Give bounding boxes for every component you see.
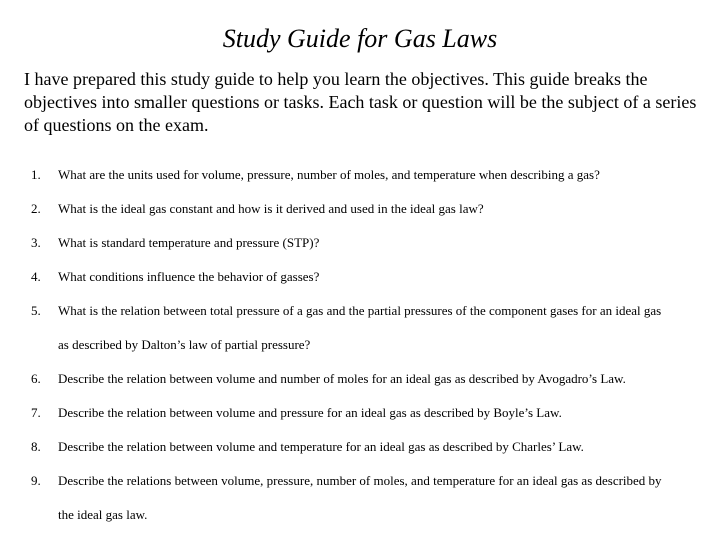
- question-text: Describe the relation between volume and pressure for an ideal gas as described by Boyle’s Law.: [58, 405, 562, 420]
- question-item: [31, 158, 717, 192]
- question-number: 4.: [31, 269, 41, 284]
- question-number: 1.: [31, 167, 41, 182]
- question-item: [31, 362, 717, 396]
- page-title: Study Guide for Gas Laws: [222, 24, 498, 53]
- question-text: What is the relation between total pressure of a gas and the partial pressures of the component gases for an ideal gas: [58, 303, 662, 318]
- question-text-continued: the ideal gas law.: [58, 507, 148, 522]
- question-item: [31, 464, 717, 532]
- question-text: What is standard temperature and pressure (STP)?: [58, 235, 320, 250]
- question-number: 3.: [31, 235, 41, 250]
- question-text: What are the units used for volume, pressure, number of moles, and temperature when describing a gas?: [58, 167, 600, 182]
- question-item: [31, 430, 717, 464]
- question-text-continued: as described by Dalton’s law of partial pressure?: [58, 337, 311, 352]
- question-text: What conditions influence the behavior of gasses?: [58, 269, 320, 284]
- question-number: 8.: [31, 439, 41, 454]
- question-number: 5.: [31, 303, 41, 318]
- question-item: [31, 192, 717, 226]
- question-number: 6.: [31, 371, 41, 386]
- question-item: [31, 396, 717, 430]
- intro-paragraph: I have prepared this study guide to help you learn the objectives. This guide breaks the objectives into smaller questions or tasks. Each task or question will be the subject of a series of questions on the exam.: [24, 69, 697, 135]
- question-text: Describe the relation between volume and temperature for an ideal gas as described by Charles’ Law.: [58, 439, 584, 454]
- question-item: [31, 226, 717, 260]
- question-text: Describe the relations between volume, pressure, number of moles, and temperature for an ideal gas as described by: [58, 473, 662, 488]
- question-item: [31, 260, 717, 294]
- question-item: [31, 294, 717, 362]
- question-text: Describe the relation between volume and number of moles for an ideal gas as described by Avogadro’s Law.: [58, 371, 626, 386]
- question-text: What is the ideal gas constant and how is it derived and used in the ideal gas law?: [58, 201, 484, 216]
- question-number: 9.: [31, 473, 41, 488]
- question-number: 7.: [31, 405, 41, 420]
- question-number: 2.: [31, 201, 41, 216]
